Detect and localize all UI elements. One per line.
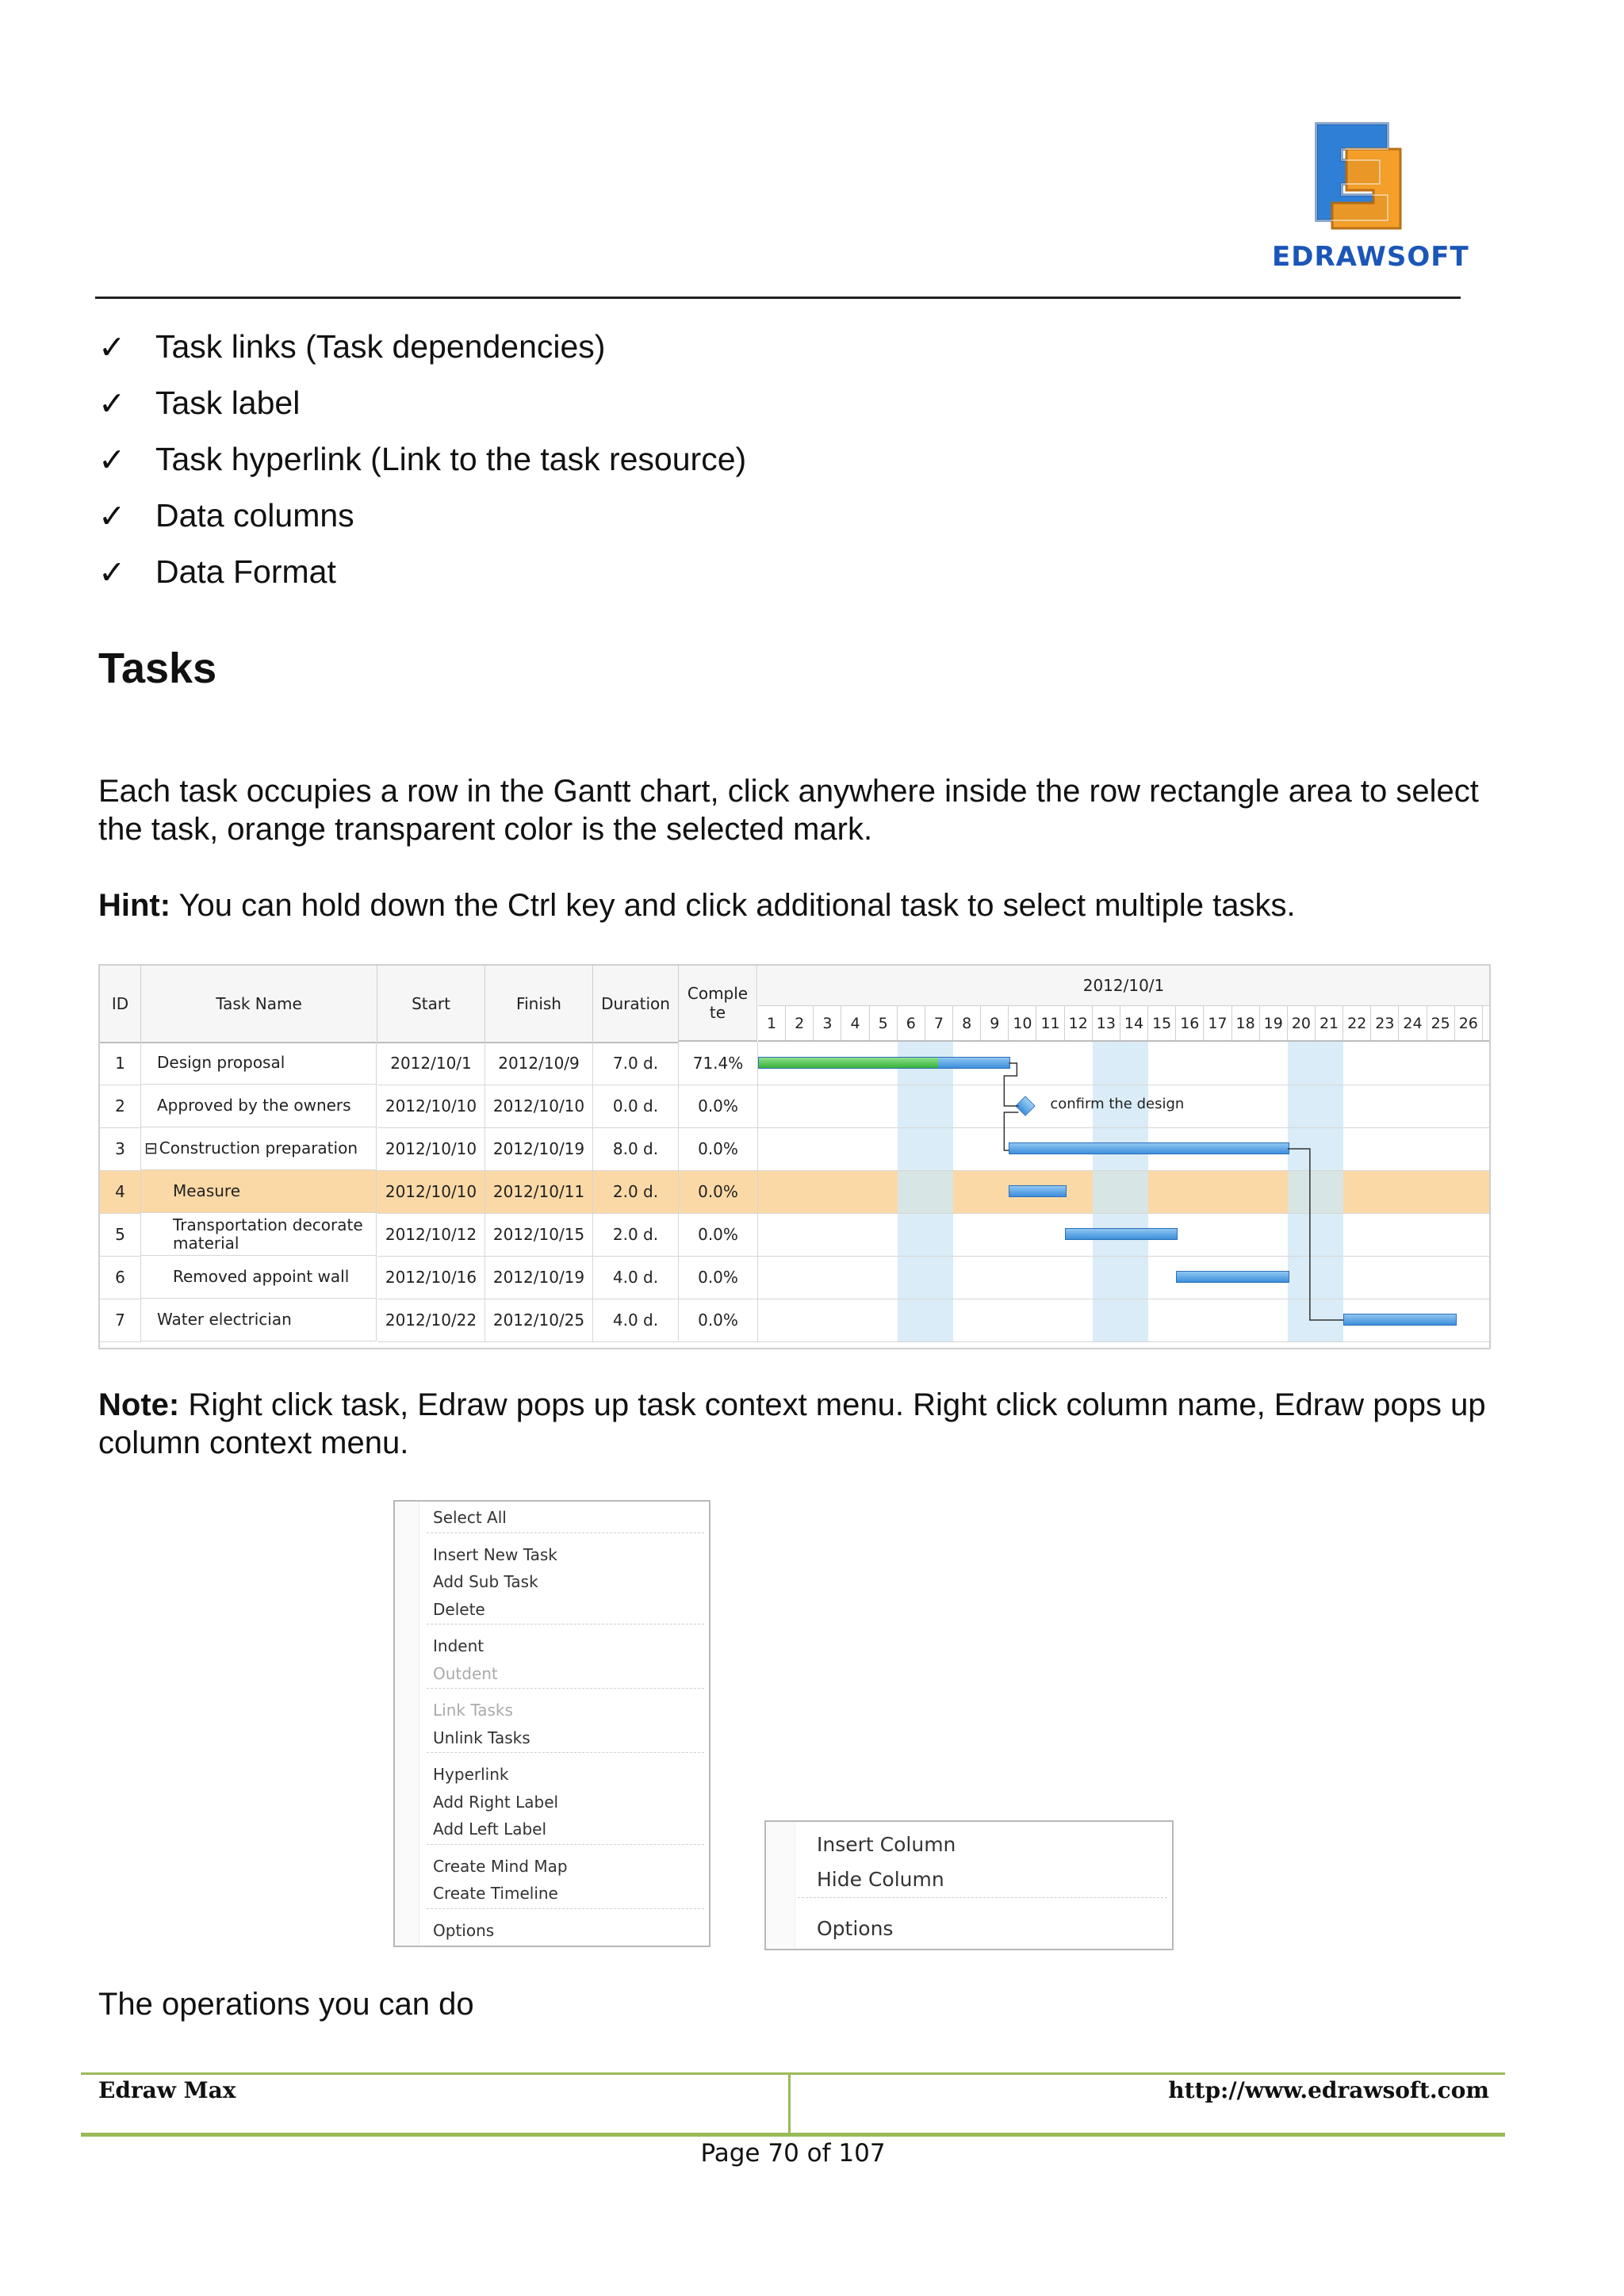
table-cell: 4 — [100, 1170, 141, 1214]
timeline-day-label: 6 — [898, 1005, 925, 1042]
table-cell: 3 — [100, 1127, 141, 1171]
table-cell: 2012/10/22 — [377, 1299, 485, 1342]
timeline-day-label: 15 — [1148, 1005, 1176, 1042]
timeline-day-label: 17 — [1204, 1005, 1231, 1042]
footer-bottom-rule — [81, 2133, 1505, 2137]
timeline-day-label: 4 — [841, 1005, 869, 1042]
table-cell: 0.0% — [679, 1299, 758, 1342]
menu-item[interactable]: Create Timeline — [433, 1884, 558, 1903]
footer-product: Edraw Max — [98, 2077, 236, 2103]
timeline-day-label: 14 — [1120, 1005, 1148, 1042]
menu-item[interactable]: Create Mind Map — [433, 1856, 568, 1876]
task-bar[interactable] — [1065, 1228, 1178, 1240]
table-cell: 0.0% — [679, 1085, 758, 1128]
checkmark-icon: ✓ — [98, 385, 126, 422]
task-bar[interactable] — [1343, 1314, 1457, 1326]
column-header[interactable]: Start — [377, 966, 485, 1043]
gantt-chart[interactable] — [98, 964, 1491, 1349]
menu-item[interactable]: Unlink Tasks — [433, 1728, 530, 1747]
table-cell: 2.0 d. — [593, 1170, 679, 1214]
table-cell: 0.0% — [679, 1213, 758, 1257]
note-label: Note: — [98, 1387, 180, 1422]
task-name: Approved by the owners — [157, 1096, 351, 1115]
table-cell: 2012/10/1 — [377, 1042, 485, 1085]
task-name: Construction preparation — [159, 1138, 358, 1158]
table-cell: 0.0% — [679, 1170, 758, 1214]
timeline-day-label: 2 — [786, 1005, 814, 1042]
column-context-menu[interactable] — [764, 1820, 1174, 1950]
table-cell: 2012/10/25 — [485, 1299, 593, 1342]
timeline-day-label: 9 — [981, 1005, 1009, 1042]
table-cell: 0.0% — [679, 1256, 758, 1299]
bullet-text: Task links (Task dependencies) — [155, 328, 606, 365]
table-cell: 7 — [100, 1299, 141, 1342]
checkmark-icon: ✓ — [98, 442, 126, 478]
table-cell: 2012/10/12 — [377, 1213, 485, 1257]
menu-separator — [798, 1897, 1167, 1898]
task-name: Transportation decorate material — [173, 1215, 363, 1253]
task-row[interactable] — [758, 1256, 1489, 1299]
table-cell: 8.0 d. — [593, 1127, 679, 1171]
timeline-day-label: 20 — [1288, 1005, 1316, 1042]
table-cell — [141, 1213, 377, 1256]
menu-item[interactable]: Hide Column — [817, 1868, 944, 1891]
edrawsoft-logo-icon — [1300, 117, 1404, 235]
table-cell: 1 — [100, 1042, 141, 1085]
timeline-day-label: 22 — [1343, 1005, 1371, 1042]
hint-text: You can hold down the Ctrl key and click additional task to select multiple tasks. — [170, 888, 1296, 923]
column-header[interactable]: ID — [100, 966, 141, 1043]
table-cell — [141, 1042, 377, 1085]
table-cell: 5 — [100, 1213, 141, 1257]
checkmark-icon: ✓ — [98, 498, 126, 534]
task-context-menu[interactable] — [393, 1500, 710, 1947]
progress-fill — [759, 1058, 938, 1068]
table-cell: 71.4% — [679, 1042, 758, 1085]
menu-item[interactable]: Indent — [433, 1636, 485, 1655]
table-cell: 4.0 d. — [593, 1299, 679, 1342]
footer-url[interactable]: http://www.edrawsoft.com — [1168, 2077, 1489, 2103]
task-bar[interactable] — [758, 1057, 1010, 1069]
column-header[interactable]: Finish — [485, 966, 593, 1043]
hint-label: Hint: — [98, 888, 171, 923]
bullet-text: Data Format — [155, 553, 336, 590]
timeline-day-label: 10 — [1009, 1005, 1036, 1042]
table-cell: 7.0 d. — [593, 1042, 679, 1085]
timeline-day-label: 19 — [1260, 1005, 1288, 1042]
hint-paragraph — [98, 886, 1494, 924]
menu-item[interactable]: Insert Column — [817, 1833, 956, 1856]
table-cell — [141, 1170, 377, 1213]
task-bar[interactable] — [1009, 1185, 1066, 1197]
menu-item: Link Tasks — [433, 1701, 513, 1720]
table-cell: 2012/10/9 — [485, 1042, 593, 1085]
task-name: Measure — [173, 1181, 240, 1200]
timeline-day-label: 5 — [870, 1005, 898, 1042]
timeline-day-label: 12 — [1065, 1005, 1093, 1042]
table-cell: 2012/10/10 — [377, 1085, 485, 1128]
timeline-day-label: 13 — [1093, 1005, 1120, 1042]
checkmark-icon: ✓ — [98, 329, 126, 365]
timeline-month-header: 2012/10/1 — [758, 966, 1490, 1006]
timeline-day-label: 21 — [1316, 1005, 1343, 1042]
menu-item[interactable]: Add Sub Task — [433, 1572, 538, 1591]
task-bar[interactable] — [1176, 1271, 1289, 1283]
table-cell: 4.0 d. — [593, 1256, 679, 1299]
column-header[interactable]: Task Name — [141, 966, 377, 1043]
table-cell: 2012/10/16 — [377, 1256, 485, 1299]
table-cell — [141, 1127, 377, 1170]
column-header[interactable]: Duration — [593, 966, 679, 1043]
logo-wordmark: EDRAWSOFT — [1272, 241, 1469, 273]
table-cell: 0.0% — [679, 1127, 758, 1171]
note-text: Right click task, Edraw pops up task context menu. Right click column name, Edraw pops up column context menu. — [98, 1387, 1486, 1460]
footer-top-rule — [81, 2072, 1505, 2075]
timeline-day-label: 11 — [1037, 1005, 1065, 1042]
menu-item[interactable]: Add Left Label — [433, 1820, 547, 1839]
menu-item[interactable]: Insert New Task — [433, 1544, 557, 1564]
menu-separator — [427, 1844, 704, 1845]
timeline-day-label: 26 — [1455, 1005, 1483, 1042]
page-number: Page 70 of 107 — [700, 2139, 886, 2168]
bullet-text: Task label — [155, 385, 301, 421]
timeline-day-label: 16 — [1176, 1005, 1204, 1042]
task-row[interactable] — [758, 1170, 1489, 1214]
menu-item[interactable]: Add Right Label — [433, 1792, 559, 1812]
footer-divider — [788, 2072, 791, 2134]
milestone-label: confirm the design — [1050, 1096, 1185, 1112]
menu-item[interactable]: Select All — [433, 1508, 507, 1527]
closing-paragraph: The operations you can do — [98, 1987, 474, 2022]
section-title: Tasks — [98, 645, 217, 692]
bullet-text: Data columns — [155, 497, 354, 534]
menu-separator — [427, 1752, 704, 1753]
timeline-day-label: 18 — [1232, 1005, 1260, 1042]
table-cell: 2.0 d. — [593, 1213, 679, 1257]
table-cell — [141, 1256, 377, 1299]
table-cell — [141, 1299, 377, 1341]
menu-item[interactable]: Delete — [433, 1599, 485, 1619]
table-cell — [141, 1085, 377, 1127]
timeline-day-label: 23 — [1371, 1005, 1399, 1042]
collapse-toggle-icon[interactable]: ⊟ — [144, 1138, 158, 1158]
timeline-day-label: 7 — [925, 1005, 953, 1042]
bullet-text: Task hyperlink (Link to the task resource) — [155, 441, 747, 477]
task-name: Water electrician — [157, 1310, 292, 1329]
menu-item[interactable]: Options — [433, 1920, 495, 1940]
timeline-day-label: 25 — [1427, 1005, 1455, 1042]
timeline-day-label: 8 — [953, 1005, 981, 1042]
timeline-day-label: 3 — [814, 1005, 841, 1042]
table-cell: 2012/10/19 — [485, 1256, 593, 1299]
checkmark-icon: ✓ — [98, 554, 126, 591]
intro-paragraph: Each task occupies a row in the Gantt chart, click anywhere inside the row rectangle area to select the task, orange transparent color is the selected mark. — [98, 774, 1479, 847]
summary-bar[interactable] — [1009, 1142, 1289, 1154]
task-name: Design proposal — [157, 1053, 285, 1072]
table-cell: 2012/10/11 — [485, 1170, 593, 1214]
table-cell: 2012/10/15 — [485, 1213, 593, 1257]
header-rule — [95, 297, 1461, 299]
table-cell: 6 — [100, 1256, 141, 1299]
column-header[interactable]: Comple te — [679, 966, 757, 1042]
table-cell: 2 — [100, 1085, 141, 1128]
menu-item[interactable]: Hyperlink — [433, 1765, 509, 1784]
note-paragraph — [98, 1386, 1494, 1462]
timeline-day-label: 24 — [1399, 1005, 1427, 1042]
menu-item: Outdent — [433, 1663, 498, 1683]
table-cell: 2012/10/10 — [377, 1127, 485, 1171]
table-cell: 0.0 d. — [593, 1085, 679, 1128]
menu-separator — [427, 1908, 704, 1909]
table-cell: 2012/10/10 — [377, 1170, 485, 1214]
timeline-day-label: 1 — [758, 1005, 786, 1042]
task-name: Removed appoint wall — [173, 1267, 350, 1286]
menu-separator — [427, 1688, 704, 1689]
table-cell: 2012/10/10 — [485, 1085, 593, 1128]
menu-item[interactable]: Options — [817, 1917, 894, 1940]
table-cell: 2012/10/19 — [485, 1127, 593, 1171]
